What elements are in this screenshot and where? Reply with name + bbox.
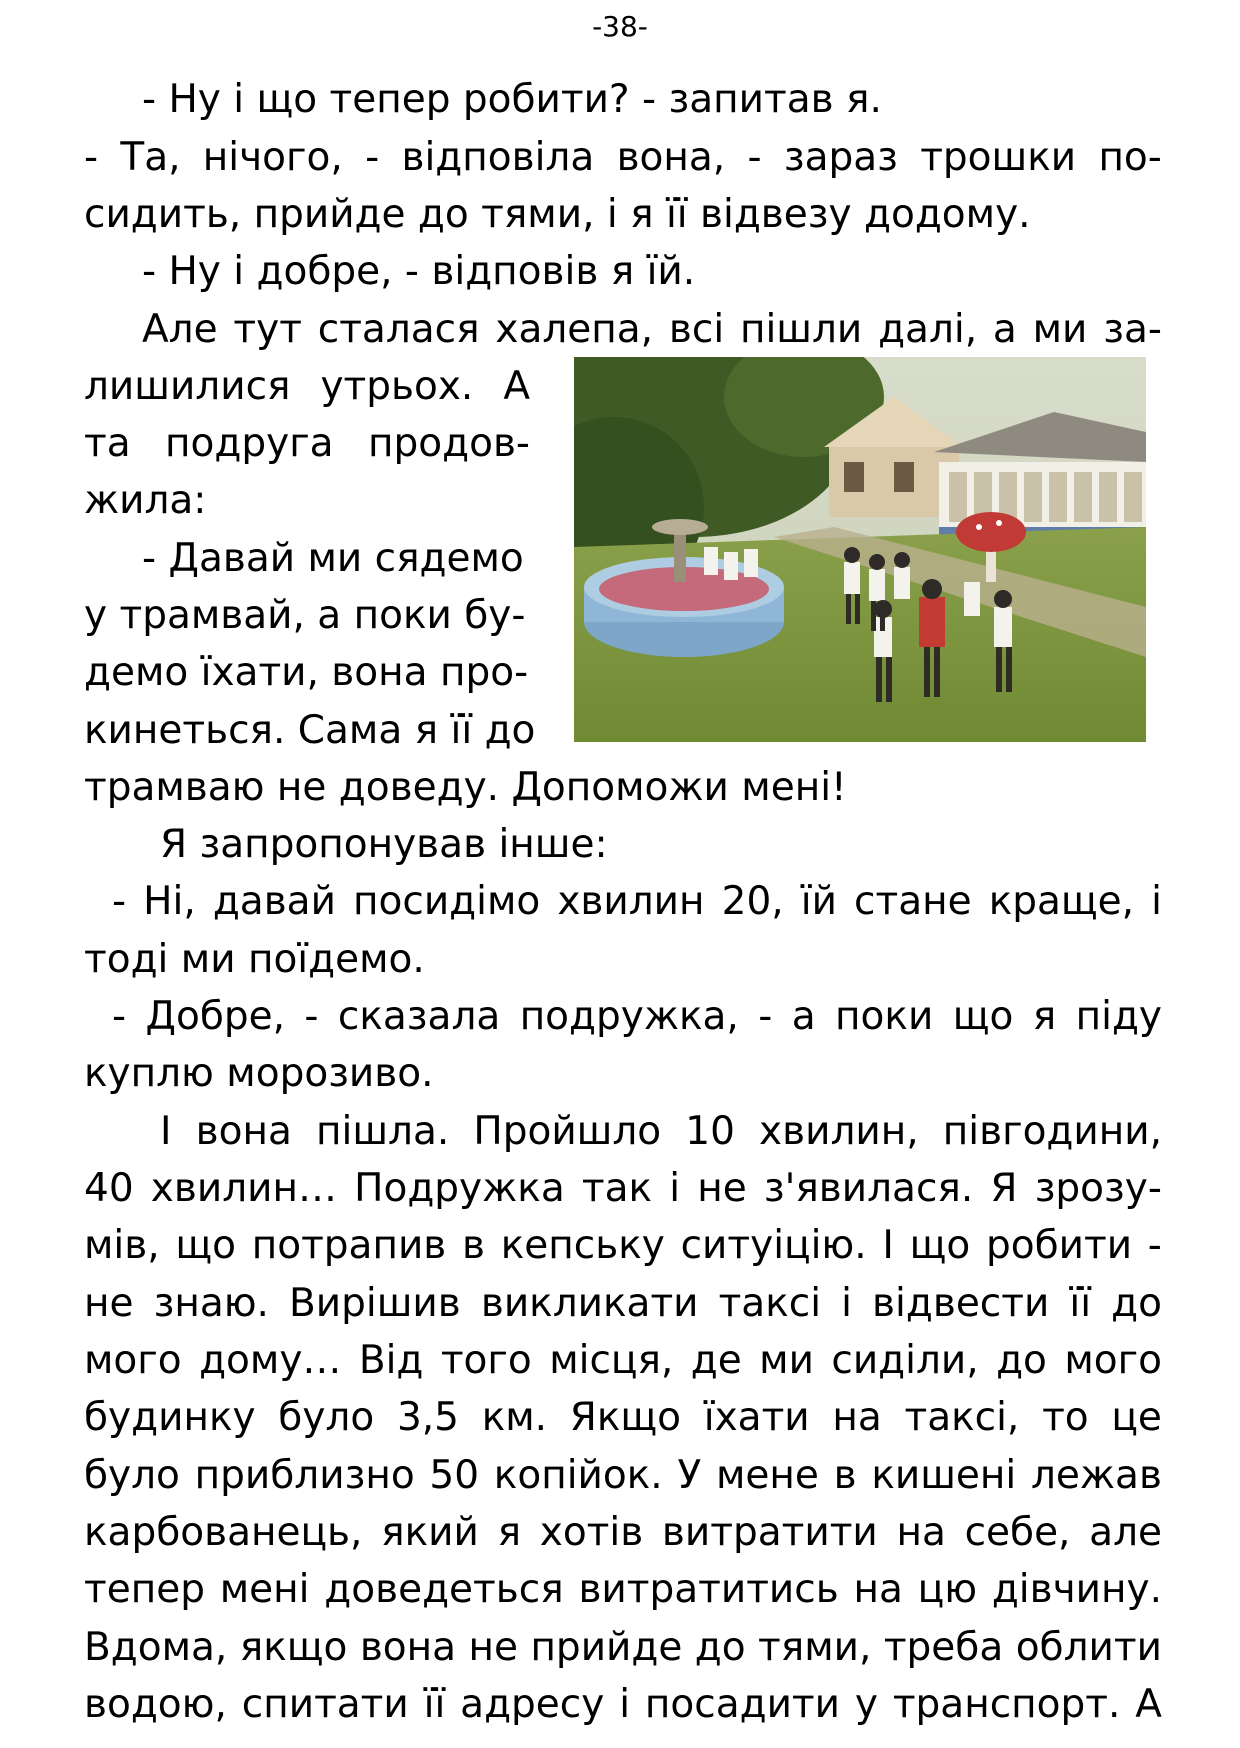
word: що [952, 994, 1014, 1039]
word: хвилин [557, 879, 705, 924]
word: облити [1015, 1625, 1162, 1670]
word: та [84, 421, 131, 466]
word: транспорт. [892, 1682, 1121, 1727]
camp-photo [574, 357, 1146, 742]
word: місця, [549, 1338, 674, 1383]
word: Подружка [354, 1166, 565, 1211]
word: таксі [718, 1281, 822, 1326]
word: їй [800, 879, 837, 924]
word: Вирішив [289, 1281, 461, 1326]
word: - [304, 994, 319, 1039]
word: хотів [539, 1510, 644, 1555]
word: 3,5 [396, 1395, 459, 1440]
word: далі, [878, 307, 978, 352]
text-line: куплю морозиво. [84, 1051, 434, 1096]
word: всі [668, 307, 725, 352]
text-line [84, 359, 530, 415]
word: з'явилася. [763, 1166, 974, 1211]
word: кишені [871, 1453, 1017, 1498]
text-line: демо їхати, вона про- [84, 650, 529, 695]
word: відповіла [401, 135, 595, 180]
text-line: - Давай ми сядемо [142, 536, 524, 581]
word: посадити [644, 1682, 840, 1727]
word: себе, [964, 1510, 1071, 1555]
word: якщо [239, 1625, 348, 1670]
word: то [1042, 1395, 1089, 1440]
word: піду [1075, 994, 1162, 1039]
word: у [854, 1682, 878, 1727]
word: лишилися [84, 364, 291, 409]
word: не [84, 1281, 134, 1326]
word: на [853, 1567, 903, 1612]
word: приблизно [194, 1453, 415, 1498]
word: і [1151, 879, 1162, 924]
text-line [112, 989, 1162, 1045]
word: хвилин, [759, 1109, 919, 1154]
word: трошки [920, 135, 1077, 180]
word: продов- [368, 421, 530, 466]
word: і [669, 1166, 681, 1211]
word: до [694, 1625, 746, 1670]
text-line: - Ну і добре, - відповів я їй. [142, 249, 696, 294]
word: км. [481, 1395, 548, 1440]
word: не [468, 1625, 518, 1670]
word: ситуіцію. [680, 1223, 867, 1268]
word: - [1147, 1223, 1162, 1268]
word: 40 [84, 1166, 134, 1211]
word: І [160, 1109, 172, 1154]
word: робити [985, 1223, 1133, 1268]
word: Я [990, 1166, 1018, 1211]
text-line [84, 1333, 1162, 1389]
text-line: - Ну і що тепер робити? - запитав я. [142, 77, 882, 122]
word: посидімо [353, 879, 541, 924]
word: подруга [165, 421, 334, 466]
word: вона [359, 1625, 457, 1670]
word: а [992, 307, 1017, 352]
word: мого [84, 1338, 182, 1383]
text-line: сидить, прийде до тями, і я її відвезу додому. [84, 192, 1031, 237]
word: я [1032, 994, 1057, 1039]
word: тепер [84, 1567, 205, 1612]
word: витратити [661, 1510, 878, 1555]
text-line [84, 416, 530, 472]
text-line: жила: [84, 478, 207, 523]
word: краще, [988, 879, 1135, 924]
text-line [84, 1505, 1162, 1561]
word: зараз [783, 135, 898, 180]
word: І [882, 1223, 894, 1268]
word: так [581, 1166, 653, 1211]
word: ми [759, 1338, 814, 1383]
word: який [381, 1510, 479, 1555]
word: на [896, 1510, 946, 1555]
word: халепа, [495, 307, 654, 352]
word: сказала [337, 994, 501, 1039]
text-line [84, 1390, 1162, 1446]
text-line: у трамвай, а поки бу- [84, 593, 526, 638]
text-line [84, 1562, 1162, 1618]
word: - [112, 994, 127, 1039]
word: їхати [703, 1395, 810, 1440]
word: її [1069, 1281, 1092, 1326]
word: спитати [241, 1682, 409, 1727]
word: мене [715, 1453, 819, 1498]
word: мів, [84, 1223, 160, 1268]
text-line [84, 1677, 1162, 1733]
word: доведеться [324, 1567, 564, 1612]
word: знаю. [153, 1281, 269, 1326]
text-line: трамваю не доведу. Допоможи мені! [84, 765, 847, 810]
word: вона, [616, 135, 726, 180]
word: У [677, 1453, 702, 1498]
word: Ні, [143, 879, 196, 924]
word: - [112, 879, 127, 924]
word: півгодини, [942, 1109, 1162, 1154]
text-line [84, 1161, 1162, 1217]
word: пішли [739, 307, 863, 352]
word: цю [917, 1567, 978, 1612]
word: Та, [120, 135, 181, 180]
word: копійок. [493, 1453, 663, 1498]
word: але [1089, 1510, 1162, 1555]
word: прийде [530, 1625, 683, 1670]
word: - [747, 135, 762, 180]
word: будинку [84, 1395, 256, 1440]
word: до [996, 1338, 1047, 1383]
text-line [160, 1104, 1162, 1160]
word: а [791, 994, 816, 1039]
text-line [112, 874, 1162, 930]
word: сталася [317, 307, 480, 352]
word: мого [1064, 1338, 1162, 1383]
word: Якщо [569, 1395, 682, 1440]
word: викликати [480, 1281, 699, 1326]
word: - [758, 994, 773, 1039]
word: треба [883, 1625, 1004, 1670]
text-line [84, 1218, 1162, 1274]
text-line: кинеться. Сама я її до [84, 708, 536, 753]
word: за- [1103, 307, 1162, 352]
word: тут [233, 307, 302, 352]
word: ми [1032, 307, 1088, 352]
text-line: Я запропонував інше: [160, 822, 608, 867]
word: Пройшло [473, 1109, 662, 1154]
word: сиділи, [831, 1338, 979, 1383]
word: 20, [721, 879, 784, 924]
word: Добре, [145, 994, 286, 1039]
word: пішла. [316, 1109, 450, 1154]
word: що [909, 1223, 971, 1268]
word: того [440, 1338, 532, 1383]
word: в [462, 1223, 486, 1268]
text-line [84, 1620, 1162, 1676]
word: 10 [685, 1109, 735, 1154]
word: утрьох. [320, 364, 474, 409]
text-line [84, 1448, 1162, 1504]
word: до [1111, 1281, 1162, 1326]
word: адресу [460, 1682, 605, 1727]
word: зрозу- [1034, 1166, 1162, 1211]
word: Вдома, [84, 1625, 228, 1670]
text-line [84, 130, 1162, 186]
word: на [832, 1395, 882, 1440]
word: таксі, [904, 1395, 1020, 1440]
word: і [841, 1281, 852, 1326]
word: витратитись [578, 1567, 839, 1612]
word: не [697, 1166, 747, 1211]
word: було [84, 1453, 180, 1498]
word: хвилин… [150, 1166, 337, 1211]
word: - [365, 135, 380, 180]
word: це [1111, 1395, 1162, 1440]
word: карбованець, [84, 1510, 363, 1555]
word: - [84, 135, 99, 180]
word: водою, [84, 1682, 227, 1727]
word: її [423, 1682, 446, 1727]
text-line [84, 1276, 1162, 1332]
word: тями, [758, 1625, 872, 1670]
word: дому… [199, 1338, 342, 1383]
word: де [690, 1338, 742, 1383]
word: 50 [429, 1453, 480, 1498]
word: А [1135, 1682, 1162, 1727]
word: кепську [500, 1223, 665, 1268]
word: лежав [1031, 1453, 1162, 1498]
word: і [619, 1682, 631, 1727]
word: подружка, [519, 994, 739, 1039]
text-line: тоді ми поїдемо. [84, 937, 425, 982]
word: мені [219, 1567, 310, 1612]
word: А [503, 364, 530, 409]
word: стане [854, 879, 972, 924]
word: дівчину. [991, 1567, 1162, 1612]
text-line [142, 302, 1162, 358]
word: Від [358, 1338, 424, 1383]
word: Але [142, 307, 218, 352]
word: відвести [872, 1281, 1050, 1326]
word: поки [835, 994, 934, 1039]
word: по- [1098, 135, 1162, 180]
page-number: -38- [592, 10, 648, 43]
word: я [497, 1510, 522, 1555]
word: нічого, [202, 135, 343, 180]
word: було [278, 1395, 375, 1440]
word: вона [195, 1109, 292, 1154]
word: в [833, 1453, 857, 1498]
word: що [175, 1223, 236, 1268]
word: давай [212, 879, 336, 924]
word: потрапив [251, 1223, 447, 1268]
